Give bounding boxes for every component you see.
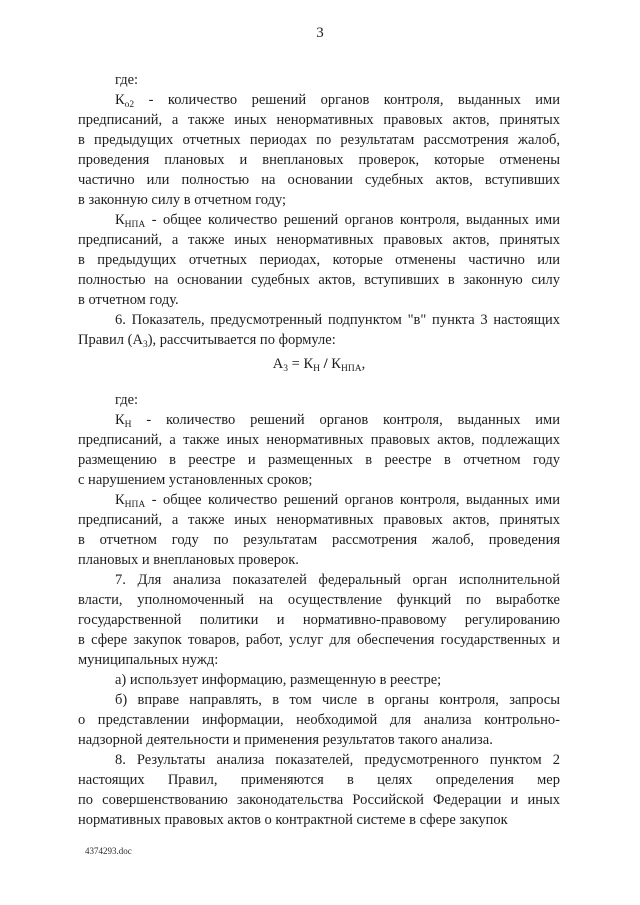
subscript: о2 — [124, 100, 135, 110]
subscript: НПА — [124, 220, 146, 230]
text-line: в отчетном году по результатам рассмотрения жалоб, проведения — [78, 532, 560, 548]
text-line: по совершенствованию законодательства Российской Федерации и иных — [78, 792, 560, 808]
text-line: настоящих Правил, применяются в целях определения мер — [78, 772, 560, 788]
text-line: власти, уполномоченный на осуществление функций по выработке — [78, 592, 560, 608]
text-line: с нарушением установленных сроков; — [78, 472, 313, 488]
text-line: 8. Результаты анализа показателей, предусмотренного пунктом 2 — [115, 752, 560, 768]
text-line: а) использует информацию, размещенную в реестре; — [115, 672, 442, 688]
text-line: Правил $(А_3)$, рассчитывается по формуле: — [78, 332, 336, 350]
text-line: нормативных правовых актов о контрактной системе в сфере закупок — [78, 812, 508, 828]
text-line: в отчетном году. — [78, 292, 179, 308]
text-line: 7. Для анализа показателей федеральный орган исполнительной — [115, 572, 560, 588]
formula-line: $А_3 = К_Н / К_{НПА}$, — [272, 356, 366, 374]
document-lines — [78, 70, 560, 830]
text-line: 6. Показатель, предусмотренный подпунктом "в" пункта 3 настоящих — [115, 312, 560, 328]
subscript: Н — [313, 364, 321, 374]
text-line: в предыдущих отчетных периодах по результатам рассмотрения жалоб, — [78, 132, 560, 148]
text-line: частично или полностью на основании судебных актов, вступивших — [78, 172, 560, 188]
text-line: $К_{НПА}$ - общее количество решений органов контроля, выданных ими — [115, 212, 560, 230]
footer-doc-id: 4374293.doc — [85, 846, 132, 856]
text-line: предписаний, а также иных ненормативных правовых актов, подлежащих — [78, 432, 560, 448]
subscript: НПА — [124, 500, 146, 510]
text-line: в сфере закупок товаров, работ, услуг для обеспечения государственных и — [78, 632, 560, 648]
subscript: НПА — [340, 364, 362, 374]
text-line: плановых и внеплановых проверок. — [78, 552, 299, 568]
text-line: $К_{о2}$ - количество решений органов контроля, выданных ими — [115, 92, 560, 110]
text-line: $К_{НПА}$ - общее количество решений органов контроля, выданных ими — [115, 492, 560, 510]
text-line: в предыдущих отчетных периодах, которые отменены частично или — [78, 252, 560, 268]
subscript: 3 — [142, 340, 148, 350]
subscript: Н — [124, 420, 132, 430]
text-line: предписаний, а также иных ненормативных правовых актов, принятых — [78, 512, 560, 528]
text-line: предписаний, а также иных ненормативных правовых актов, принятых — [78, 112, 560, 128]
text-line: размещению в реестре и размещенных в реестре в отчетном году — [78, 452, 560, 468]
text-line: о представлении информации, необходимой для анализа контрольно- — [78, 712, 560, 728]
page-number: 3 — [316, 25, 324, 41]
text-line: в законную силу в отчетном году; — [78, 192, 287, 208]
text-line: надзорной деятельности и применения результатов такого анализа. — [78, 732, 493, 748]
text-line: проведения плановых и внеплановых проверок, которые отменены — [78, 152, 560, 168]
text-line: где: — [115, 72, 139, 88]
text-line: где: — [115, 392, 139, 408]
text-line: $К_Н$ - количество решений органов контроля, выданных ими — [115, 412, 560, 430]
text-line: муниципальных нужд: — [78, 652, 219, 668]
text-line: государственной политики и нормативно-правовому регулированию — [78, 612, 560, 628]
text-line: полностью на основании судебных актов, вступивших в законную силу — [78, 272, 560, 288]
text-line: б) вправе направлять, в том числе в органы контроля, запросы — [115, 692, 560, 708]
subscript: 3 — [283, 364, 289, 374]
text-line: предписаний, а также иных ненормативных правовых актов, принятых — [78, 232, 560, 248]
